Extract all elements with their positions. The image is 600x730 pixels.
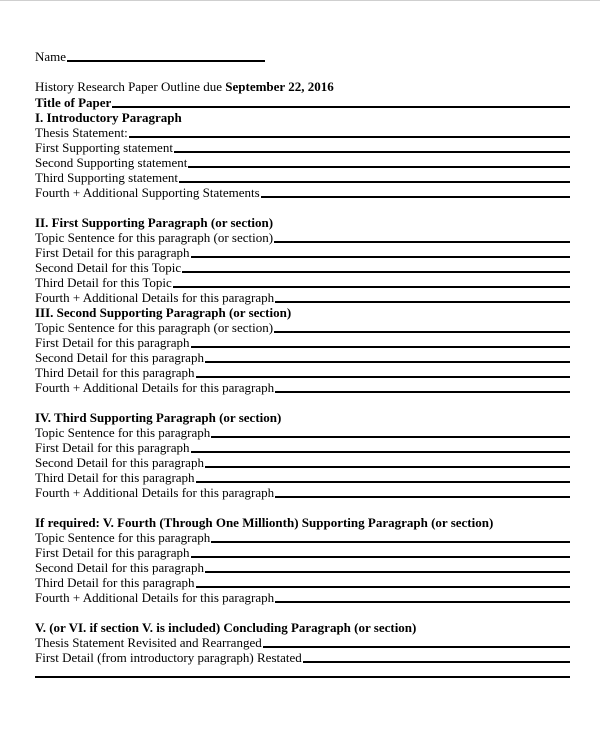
answer-blank[interactable] xyxy=(196,376,570,378)
outline-line xyxy=(35,454,570,469)
line-label: Second Supporting statement xyxy=(35,155,188,170)
section-heading-text: III. Second Supporting Paragraph (or section) xyxy=(35,305,292,320)
section-heading-text: V. (or VI. if section V. is included) Concluding Paragraph (or section) xyxy=(35,620,417,635)
line-label: Fourth + Additional Details for this paragraph xyxy=(35,485,275,500)
outline-line xyxy=(35,319,570,334)
section-heading-first xyxy=(35,214,535,229)
outline-line xyxy=(35,484,570,499)
line-label: First Detail for this paragraph xyxy=(35,440,190,455)
answer-blank[interactable] xyxy=(274,331,570,333)
line-label: First Detail for this paragraph xyxy=(35,545,190,560)
outline-header xyxy=(35,78,535,93)
section-heading-third xyxy=(35,409,535,424)
due-date: September 22, 2016 xyxy=(225,79,334,94)
outline-line xyxy=(35,574,570,589)
section-heading-intro xyxy=(35,109,535,124)
outline-line xyxy=(35,649,570,664)
answer-blank[interactable] xyxy=(191,451,570,453)
answer-blank[interactable] xyxy=(205,361,570,363)
outline-line xyxy=(35,364,570,379)
answer-blank[interactable] xyxy=(303,661,570,663)
outline-line xyxy=(35,169,570,184)
answer-blank[interactable] xyxy=(174,151,570,153)
line-label: Third Detail for this paragraph xyxy=(35,365,195,380)
answer-blank[interactable] xyxy=(211,541,570,543)
answer-blank[interactable] xyxy=(261,196,570,198)
line-label: Third Detail for this paragraph xyxy=(35,470,195,485)
answer-blank[interactable] xyxy=(182,271,570,273)
answer-blank[interactable] xyxy=(275,601,570,603)
header-prefix: History Research Paper Outline due xyxy=(35,79,226,94)
outline-line xyxy=(35,229,570,244)
answer-blank[interactable] xyxy=(191,556,570,558)
outline-line xyxy=(35,439,570,454)
line-label: Second Detail for this Topic xyxy=(35,260,182,275)
name-label: Name xyxy=(35,49,67,64)
outline-line xyxy=(35,634,570,649)
outline-line xyxy=(35,124,570,139)
answer-blank[interactable] xyxy=(179,181,570,183)
line-label: Thesis Statement: xyxy=(35,125,128,140)
outline-line xyxy=(35,559,570,574)
section-heading-text: II. First Supporting Paragraph (or section) xyxy=(35,215,274,230)
name-field xyxy=(35,48,265,63)
outline-line xyxy=(35,544,570,559)
section-heading-fourth xyxy=(35,514,575,529)
outline-line xyxy=(35,244,570,259)
outline-line xyxy=(35,274,570,289)
line-label: Third Detail for this Topic xyxy=(35,275,172,290)
outline-line xyxy=(35,289,570,304)
line-label: Fourth + Additional Details for this paragraph xyxy=(35,380,275,395)
title-of-paper-blank[interactable] xyxy=(112,106,570,108)
answer-blank[interactable] xyxy=(191,256,570,258)
line-label: Fourth + Additional Supporting Statements xyxy=(35,185,260,200)
outline-line xyxy=(35,139,570,154)
line-label: Second Detail for this paragraph xyxy=(35,560,204,575)
section-heading-second xyxy=(35,304,535,319)
section-heading-text: I. Introductory Paragraph xyxy=(35,110,182,125)
line-label: Third Supporting statement xyxy=(35,170,178,185)
outline-line xyxy=(35,349,570,364)
outline-line xyxy=(35,259,570,274)
line-label: Topic Sentence for this paragraph (or section) xyxy=(35,320,274,335)
line-label: First Detail (from introductory paragraph) Restated xyxy=(35,650,302,665)
name-blank[interactable] xyxy=(67,60,265,62)
line-label: Second Detail for this paragraph xyxy=(35,350,204,365)
outline-line xyxy=(35,529,570,544)
answer-blank[interactable] xyxy=(129,136,570,138)
outline-line xyxy=(35,424,570,439)
outline-line xyxy=(35,379,570,394)
outline-line xyxy=(35,469,570,484)
line-label: Fourth + Additional Details for this paragraph xyxy=(35,290,275,305)
section-heading-text: If required: V. Fourth (Through One Millionth) Supporting Paragraph (or section) xyxy=(35,515,494,530)
section-heading-concluding xyxy=(35,619,575,634)
answer-blank[interactable] xyxy=(196,586,570,588)
outline-line xyxy=(35,664,570,679)
answer-blank[interactable] xyxy=(274,241,570,243)
line-label: Fourth + Additional Details for this paragraph xyxy=(35,590,275,605)
answer-blank[interactable] xyxy=(35,676,570,678)
outline-line xyxy=(35,154,570,169)
answer-blank[interactable] xyxy=(275,496,570,498)
answer-blank[interactable] xyxy=(205,466,570,468)
outline-line xyxy=(35,184,570,199)
answer-blank[interactable] xyxy=(211,436,570,438)
answer-blank[interactable] xyxy=(205,571,570,573)
line-label: Second Detail for this paragraph xyxy=(35,455,204,470)
line-label: Thesis Statement Revisited and Rearranged xyxy=(35,635,262,650)
line-label: Topic Sentence for this paragraph xyxy=(35,530,211,545)
answer-blank[interactable] xyxy=(188,166,570,168)
answer-blank[interactable] xyxy=(196,481,570,483)
section-heading-text: IV. Third Supporting Paragraph (or section) xyxy=(35,410,282,425)
title-of-paper-field xyxy=(35,94,570,109)
line-label: First Detail for this paragraph xyxy=(35,335,190,350)
outline-line xyxy=(35,589,570,604)
line-label: Third Detail for this paragraph xyxy=(35,575,195,590)
line-label: Topic Sentence for this paragraph (or section) xyxy=(35,230,274,245)
answer-blank[interactable] xyxy=(173,286,570,288)
answer-blank[interactable] xyxy=(191,346,570,348)
line-label: First Supporting statement xyxy=(35,140,173,155)
line-label: First Detail for this paragraph xyxy=(35,245,190,260)
outline-line xyxy=(35,334,570,349)
title-of-paper-label: Title of Paper xyxy=(35,95,112,110)
answer-blank[interactable] xyxy=(275,301,570,303)
answer-blank[interactable] xyxy=(263,646,570,648)
answer-blank[interactable] xyxy=(275,391,570,393)
line-label: Topic Sentence for this paragraph xyxy=(35,425,211,440)
